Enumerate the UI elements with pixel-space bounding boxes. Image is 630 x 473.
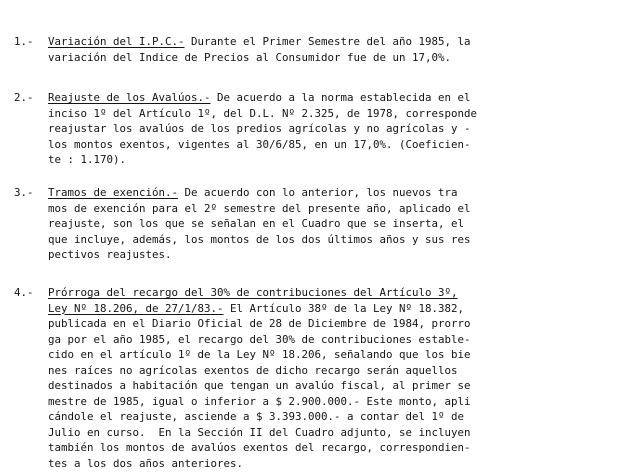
text-line: los montos exentos, vigentes al 30/6/85, en un 17,0%. (Coeficien- — [48, 137, 471, 151]
text-line: ga por el año 1985, el recargo del 30% de contribuciones estable- — [48, 332, 471, 346]
section-title: Prórroga del recargo del 30% de contribuciones del Artículo 3º, — [48, 286, 458, 299]
section-title: Reajuste de los Avalúos.- — [48, 91, 211, 104]
section-title: Variación del I.P.C.- — [48, 35, 185, 48]
section-appraisal-readjustment — [14, 90, 618, 168]
text-line: cido en el artículo 1º de la Ley Nº 18.206, señalando que los bie — [48, 348, 471, 361]
section-text: El Artículo 38º de la Ley Nº 18.382, — [223, 301, 465, 315]
text-line: Julio en curso. En la Sección II del Cuadro adjunto, se incluyen — [48, 425, 471, 439]
text-line: destinados a habitación que tengan un avalúo fiscal, al primer se — [48, 379, 471, 392]
section-surcharge-extension — [14, 285, 618, 471]
section-text: De acuerdo a la norma establecida en el — [210, 91, 471, 104]
section-title: Tramos de exención.- — [48, 186, 179, 199]
text-line: que incluye, además, los montos de los dos últimos años y sus res — [48, 232, 471, 246]
section-number: 4.- — [14, 286, 34, 299]
text-line — [14, 34, 618, 50]
text-line — [14, 285, 618, 301]
text-line: reajustar los avalúos de los predios agrícolas y no agrícolas y - — [48, 122, 471, 135]
section-ipc-variation — [14, 34, 618, 65]
text-line: inciso 1º del Artículo 1º, del D.L. Nº 2.325, de 1978, corresponde — [48, 106, 478, 120]
section-text: Durante el Primer Semestre del año 1985, la — [184, 35, 471, 48]
section-number: 2.- — [14, 91, 34, 104]
text-line: también los montos de avalúos exentos del recargo, correspondien- — [48, 441, 471, 454]
text-line — [14, 185, 618, 201]
text-line: nes raíces no agrícolas exentos de dicho recargo serán aquellos — [48, 363, 458, 377]
text-line: te : 1.170). — [48, 153, 127, 166]
section-title: Ley Nº 18.206, de 27/1/83.- — [48, 301, 224, 315]
text-line: mos de exención para el 2º semestre del presente año, aplicado el — [48, 201, 471, 215]
text-line: reajuste, son los que se señalan en el Cuadro que se inserta, el — [48, 217, 465, 230]
section-number: 1.- — [14, 35, 34, 48]
text-line: publicada en el Diario Oficial de 28 de Diciembre de 1984, prorro — [48, 317, 471, 330]
text-line: cándole el reajuste, asciende a $ 3.393.000.- a contar del 1º de — [48, 410, 465, 423]
text-line — [14, 301, 618, 317]
section-text: De acuerdo con lo anterior, los nuevos tra — [178, 186, 458, 199]
section-exemption-brackets — [14, 185, 618, 263]
text-line: mestre de 1985, igual o inferior a $ 2.900.000.- Este monto, apli — [48, 394, 471, 408]
text-line — [14, 90, 618, 106]
text-line: pectivos reajustes. — [48, 248, 172, 261]
text-line: tes a los dos años anteriores. — [48, 456, 244, 470]
section-number: 3.- — [14, 186, 34, 199]
text-line: variación del Indice de Precios al Consumidor fue de un 17,0%. — [48, 50, 452, 64]
